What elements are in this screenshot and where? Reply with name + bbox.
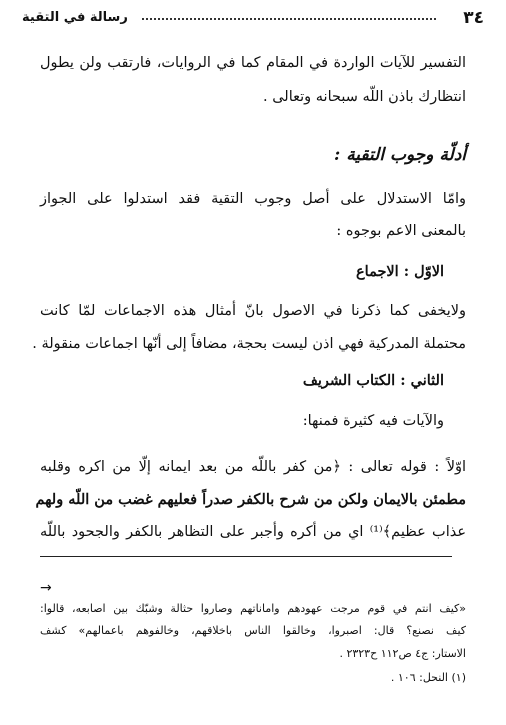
paragraph-1-line-2: انتظارك باذن اللّه سبحانه وتعالى . <box>262 89 466 105</box>
footnote-line-2: كيف نصنع؟ قال: اصبروا، وخالقوا الناس باخلاقهم، وخالفوهم باعمالهم» كشف <box>40 624 466 637</box>
first-evidence-title: الاوّل : الاجماع <box>356 263 444 280</box>
footnote-1: (١) النحل: ١٠٦ . <box>390 671 466 684</box>
paragraph-2-line-1: وامّا الاستدلال على أصل وجوب التقية فقد استدلوا على الجواز <box>40 191 466 207</box>
page-number: ٣٤ <box>463 8 484 28</box>
quran-verse-line: مطمئن بالايمان ولكن من شرح بالكفر صدراً فعليهم غضب من اللّه ولهم <box>35 491 466 508</box>
paragraph-5-line-1: اوّلاً : قوله تعالى : ﴿من كفر باللّه من بعد ايمانه إلّا من اكره وقلبه <box>40 459 466 475</box>
paragraph-4-line-1: والآيات فيه كثيرة فمنها: <box>302 413 444 429</box>
footnote-divider <box>40 556 452 557</box>
paragraph-1-line-1: التفسير للآيات الواردة في المقام كما في الروايات، فارتقب ولن يطول <box>40 55 466 71</box>
paragraph-5-line-3: عذاب عظيم﴾⁽¹⁾ اي من أكره وأجبر على التظاهر بالكفر والجحود باللّه <box>40 524 466 540</box>
running-title: رسالة في التقية <box>22 10 128 25</box>
paragraph-3-line-1: ولايخفى كما ذكرنا في الاصول بانّ أمثال هذه الاجماعات لمّا كانت <box>40 303 466 319</box>
footnote-line-1: «كيف انتم في قوم مرجت عهودهم واماناتهم وصاروا حثالة وشبّك بين اصابعه، قالوا: <box>40 602 466 615</box>
running-header <box>22 8 484 32</box>
continuation-arrow: → <box>40 580 52 596</box>
header-leader-dots <box>142 18 436 20</box>
paragraph-3-line-2: محتملة المدركية فهي اذن ليست بحجة، مضافاً إلى أنّها اجماعات منقولة . <box>32 336 466 352</box>
footnote-line-3: الاستار: ج٤ ص١١٢ ح٢٣٢٣ . <box>339 647 466 660</box>
second-evidence-title: الثاني : الكتاب الشريف <box>302 372 444 389</box>
section-heading: أدلّة وجوب التقية : <box>334 145 466 165</box>
paragraph-2-line-2: بالمعنى الاعم بوجوه : <box>336 223 466 239</box>
